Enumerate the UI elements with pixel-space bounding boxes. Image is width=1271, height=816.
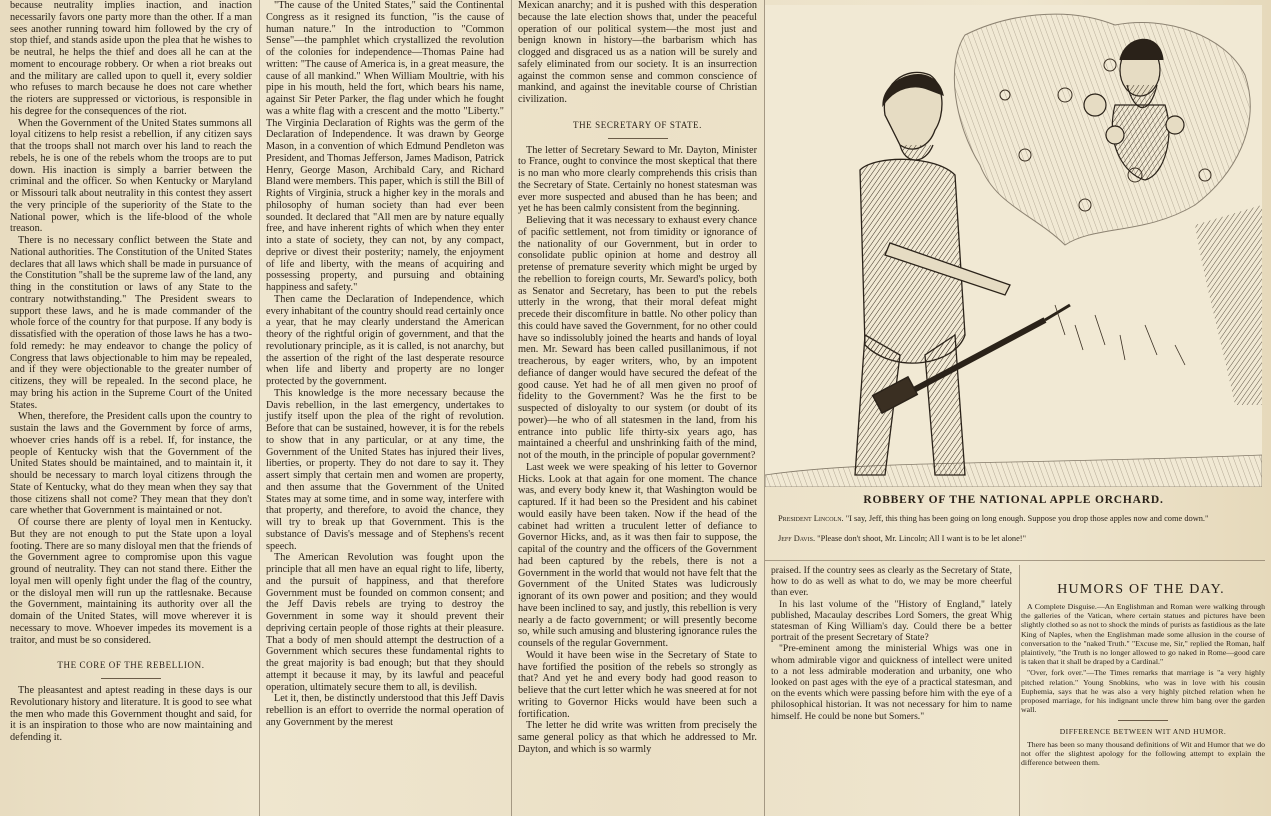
paragraph: Let it, then, be distinctly understood that this Jeff Davis rebellion is an effort to override the normal operation of any Government by the merest (266, 693, 504, 728)
cartoon-caption-davis (778, 534, 1256, 544)
apple-orchard-cartoon (765, 5, 1262, 487)
paragraph: because neutrality implies inaction, and inaction necessarily favors one party more than the other. If a man sees another running toward him followed by the cry of stop thief, and stands aside upon the plea that he wishes to be neutral, he helps the thief and does all he can at the moment to encourage robbery. Or when a riot breaks out and the military are called upon to quell it, every soldier who refuses to march because he does not care whether the rioters are suppressed or victorious, is responsible in his degree for the consequences of the riot. (10, 0, 252, 117)
speaker-name: President Lincoln. (778, 514, 844, 523)
column-2 (260, 0, 510, 816)
paragraph: Then came the Declaration of Independence, which every inhabitant of the country should read certainly once a year, that he may clearly understand the American theory of the rightful origin of government, and that the revolutionary principle, as it is called, is not anarchy, but the assertion of the right of the last desperate resource when life and liberty and property are no longer protected by the government. (266, 293, 504, 387)
paragraph: A Complete Disguise.—An Englishman and Roman were walking through the galleries of the Vatican, where certain statues and pictures have been slightly clothed so as not to shock the minds of purists as fastidious as the late King of Naples, when the Englishman made some allusion in the course of conversation to the "naked Truth." "Excuse me, Sir," replied the Roman, half plaintively, "the Truth is no longer allowed to go naked in Rome—good care is taken that it shall be draped by a Cardinal." (1021, 602, 1265, 667)
column-rule (1019, 565, 1020, 816)
paragraph: "The cause of the United States," said the Continental Congress as it resigned its function, "is the cause of human nature." In the introduction to "Common Sense"—the pamphlet which crystallized the revolution of the colonies for independence—Thomas Paine had written: "The cause of America is, in a great measure, the cause of all mankind." When William Moultrie, with his pipe in his mouth, held the fort, which bears his name, against Sir Peter Parker, the flag under which he fought was a white flag with a crescent and the motto "Liberty." The Virginia Declaration of Rights was the germ of the Declaration of Independence. It was drawn by George Mason, in a convention of which Edmund Pendleton was President, and Thomas Jefferson, James Madison, Patrick Henry, George Mason, Archibald Cary, and Richard Bland were members. This paper, which is still the Bill of Rights of Virginia, struck a higher key in the morals and philosophy of human society than had ever been sounded. It declared that "All men are by nature equally free, and have inherent rights of which when they enter into a state of society, they can not, by any compact, deprive or divest their posterity; namely, the enjoyment of life and liberty, with the means of acquiring and possessing property, and pursuing and obtaining happiness and safety." (266, 0, 504, 293)
section-heading: DIFFERENCE BETWEEN WIT AND HUMOR. (1059, 727, 1227, 737)
section-divider (765, 560, 1265, 561)
paragraph: The letter of Secretary Seward to Mr. Dayton, Minister to France, ought to convince the most skeptical that there is no man who more clearly comprehends this crisis than the Secretary of State. Certainly no honest statesman was ever more suspected and abused than he has been; and yet he has been calmly consistent from the beginning. (518, 144, 757, 215)
paragraph: praised. If the country sees as clearly as the Secretary of State, how to do as well as what to do, we may be more cheerful than ever. (771, 565, 1012, 599)
section-heading: THE SECRETARY OF STATE. (518, 120, 757, 139)
paragraph: Last week we were speaking of his letter to Governor Hicks. Look at that again for one moment. The chance was, and every body knew it, that Washington would be captured. If it had been so the President and his cabinet would easily have been taken. Now if the head of the cabinet had written a truculent letter of defiance to Governor Hicks, and, as it was then fair to suppose, the capital of the country and the officers of the Government had been captured by the rebels, there is not a Government in the world that would not have felt that the Government of the United States was ludicrously ignorant of its own power and position; and they would have been inclined to say, and justly, this rebellion is very nearly a de facto government; or will presently become so, while such amusing and blustering ignorance rules the counsels of the regular Government. (518, 461, 757, 649)
paragraph: "Pre-eminent among the ministerial Whigs was one in whom admirable vigor and quickness of intellect were united to a not less admirable moderation and urbanity, one who looked on past ages with the eye of a practical statesman, and on the events which were passing before him with the eye of a philosophical historian. It was not necessary for him to name himself. He could be none but Somers." (771, 643, 1012, 722)
humors-title: HUMORS OF THE DAY. (1057, 582, 1225, 597)
column-1 (4, 0, 258, 816)
paragraph: When, therefore, the President calls upon the country to sustain the laws and the Government by force of arms, whoever cries hands off is a rebel. If, for instance, the people of Kentucky wish that the Government of the United States should be maintained, and to maintain it, it should be necessary to march loyal citizens through the State of Kentucky, what do they mean when they say that those citizens shall not come? They mean that they don't care whether that Government is maintained or not. (10, 411, 252, 517)
speaker-name: Jeff Davis. (778, 534, 816, 543)
paragraph: Mexican anarchy; and it is pushed with this desperation because the late election shows that, under the peaceful operation of our political system—the most just and benign known in history—the barbarism which has clogged and disgraced us as a nation will be surely and safely eliminated from our society. It is an insurrection against the common sense and common conscience of mankind, and against the inevitable course of Christian civilization. (518, 0, 757, 105)
divider (1118, 720, 1168, 721)
cartoon-title: ROBBERY OF THE NATIONAL APPLE ORCHARD. (863, 494, 1164, 506)
paragraph: There has been so many thousand definitions of Wit and Humor that we do not offer the slightest apology for the following attempt to explain the difference between them. (1021, 739, 1265, 768)
paragraph: There is no necessary conflict between the State and National authorities. The Constitution of the United States declares that all laws which shall be made in pursuance of the Constitution "shall be the supreme law of the land, any thing in the constitution or laws of any State to the contrary notwithstanding." The President swears to support these laws, and he is made commander of the whole force of the country for that purpose. If any body is dissatisfied with the operation of those laws he has a two-fold remedy: he may endeavor to change the policy of Congress that laws objectionable to him may be repealed, and if they were objectionable to the greater number of citizens, they will be repealed. In the second place, he may bring his action in the Supreme Court of the United States. (10, 235, 252, 411)
paragraph: Would it have been wise in the Secretary of State to have fortified the position of the rebels so strongly as that? And yet he and every body had good reason to believe that the curt letter which he was sneered at for not writing to Governor Hicks would have been such a fortification. (518, 649, 757, 720)
humors-column (1021, 602, 1265, 816)
paragraph: When the Government of the United States summons all loyal citizens to help resist a rebellion, if any citizen says that the troops shall not march over his land to reach the rebels, he is one of the rebels whom the troops are to put down. His inaction is simply a barrier between the criminal and the officer. So when Kentucky or Maryland or Missouri talk about neutrality in this contest they assert the very principle of the superiority of the State to the National power, which is the life-blood of the whole treason. (10, 117, 252, 235)
cartoon-caption-lincoln (778, 514, 1256, 524)
paragraph: Of course there are plenty of loyal men in Kentucky. But they are not enough to put the State upon a loyal footing. There are so many disloyal men that the friends of the Government agree to compromise upon this vague ground of neutrality. They can not stand there. Either the loyal men will openly fight under the flag of the country, or the disloyal men will run up the rattlesnake. Because the Government, maintaining its authority over all the domain of the United States, will move wherever it is necessary to move. Whoever impedes its movement is a traitor, and must be so considered. (10, 517, 253, 646)
paragraph: This knowledge is the more necessary because the Davis rebellion, in the last emergency, undertakes to justify itself upon the plea of the right of revolution. Before that can be sustained, however, it is for the rebels to show that in any particular, or at any time, the Government of the United States has injured their lives, liberties, or property. They do not dare to say it. They assert simply that certain men and women are property, and then assume that the Government of the United States may at some time, and in some way, interfere with that property, and therefore, to avoid the chance, they will try to break up that Government. This is the substance of Davis's message and of Stephens's recent speech. (266, 387, 504, 552)
column-3 (512, 0, 763, 816)
paragraph: The pleasantest and aptest reading in these days is our Revolutionary history and literature. It is good to see what the men who made this Government thought and said, for it is an inspiration to those who are now maintaining and defending it. (10, 685, 252, 743)
speech-text: "I say, Jeff, this thing has been going on long enough. Suppose you drop those apples now and come down." (845, 514, 1209, 523)
paragraph: "Over, fork over."—The Times remarks that marriage is "a very highly pitched relation." Young Snobkins, who was in love with his cousin Euphemia, says that he was also a very highly pitched relation when he proposed marriage, for his indignant uncle threw him bang over the garden wall. (1021, 668, 1265, 715)
speech-text: "Please don't shoot, Mr. Lincoln; All I want is to be let alone!" (817, 534, 1027, 543)
paragraph: In his last volume of the "History of England," lately published, Macaulay describes Lord Somers, the great Whig statesman of King William's day. Could there be a better portrait of the present Secretary of State? (771, 598, 1012, 644)
paragraph: Believing that it was necessary to exhaust every chance of pacific settlement, not from timidity or ignorance of the nationality of our Government, but in order to consolidate public opinion at home and destroy all pretense of premature severity which might be urged by the rebellion to foreign courts, Mr. Seward's policy, both as Senator and Secretary, has been to put the rebels utterly in the wrong, that their moral defeat might precede their discomfiture in battle. No other policy than this could have saved the Government, for no other could have so indissolubly joined the hearts and hands of loyal men. Mr. Seward has been called pusillanimous, if not treacherous, by eager writers, who, by an impotent defiance of danger would have secured the defeat of the good cause. Yet had he of all men given no proof of fidelity to the Government? Was he the first to be suspected of disloyalty to our system (or doubt of its power)—he who of all statesmen in the land, from his entrance into public life thirty-six years ago, has maintained a cheerful and unshrinking faith of the mind, not of the mouth, in the principle of popular government? (518, 215, 757, 461)
paragraph: The American Revolution was fought upon the principle that all men have an equal right to life, liberty, and the pursuit of happiness, and that therefore Government must be founded on common consent; and the Jeff Davis rebels are trying to destroy the Government in some way it should prevent their depriving certain people of those rights at their pleasure. That a body of men should attempt the destruction of a Government which secures these fundamental rights to the great majority is bad enough; but that they should attempt it because it may, by its lawful and peaceful operation, ultimately secure them to all, is devilish. (266, 552, 504, 693)
section-heading: THE CORE OF THE REBELLION. (10, 660, 252, 679)
cartoon-illustration (765, 5, 1262, 487)
paragraph: The letter he did write was written from precisely the same general policy as that which he addressed to Mr. Dayton, and which is so warmly (518, 720, 757, 755)
column-4 (765, 565, 1018, 816)
